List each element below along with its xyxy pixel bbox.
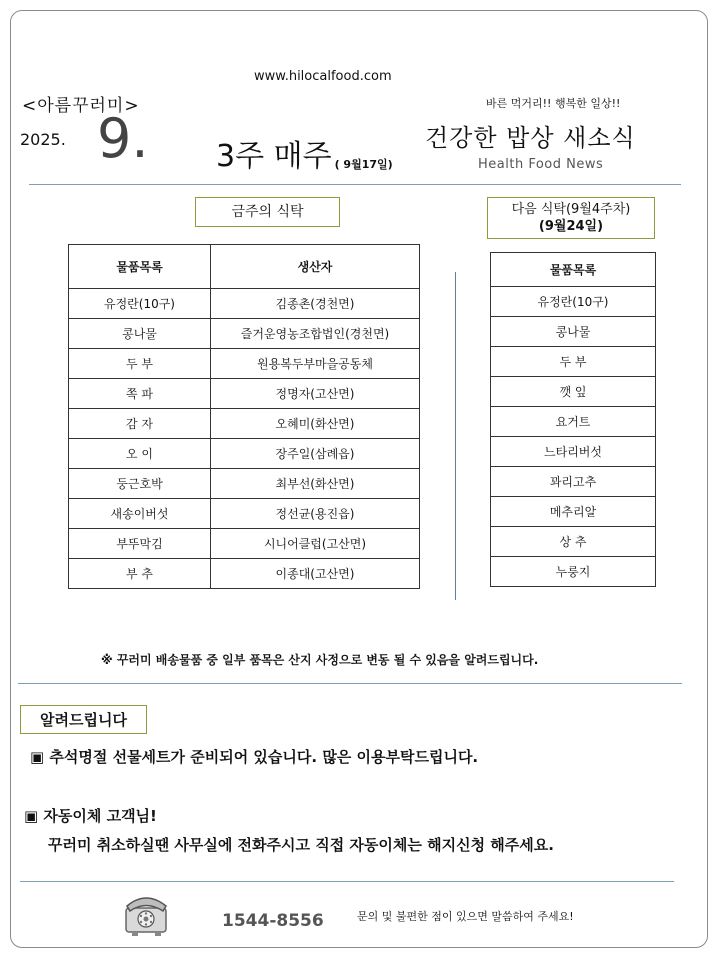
- notice-label: 알려드립니다: [20, 705, 147, 734]
- item-name-cell: 부 추: [69, 559, 211, 589]
- header-divider: [29, 184, 681, 185]
- item-name-cell: 유정란(10구): [491, 287, 656, 317]
- item-name-cell: 두 부: [69, 349, 211, 379]
- table-row: [69, 529, 420, 559]
- note-divider: [18, 683, 682, 684]
- item-name-cell: 요거트: [491, 407, 656, 437]
- item-name-cell: 상 추: [491, 527, 656, 557]
- producer-cell: 즐거운영농조합법인(경천면): [211, 319, 420, 349]
- item-name-cell: 메추리알: [491, 497, 656, 527]
- item-name-cell: 유정란(10구): [69, 289, 211, 319]
- newsletter-subtitle: Health Food News: [478, 157, 604, 172]
- footer-divider: [20, 881, 674, 882]
- change-notice: ※ 꾸러미 배송물품 중 일부 품목은 산지 사정으로 변동 될 수 있음을 알려드립니다.: [101, 653, 539, 667]
- next-week-label-line2: (9월24일): [538, 219, 604, 234]
- producer-cell: 오혜미(화산면): [211, 409, 420, 439]
- list-item: [491, 557, 656, 587]
- list-item: [491, 497, 656, 527]
- list-item: [491, 527, 656, 557]
- table-row: [69, 379, 420, 409]
- list-item: [491, 407, 656, 437]
- list-item: [491, 377, 656, 407]
- notice-item-gift-set: ▣ 추석명절 선물세트가 준비되어 있습니다. 많은 이용부탁드립니다.: [30, 748, 479, 766]
- table-row: [69, 439, 420, 469]
- item-name-cell: 꽈리고추: [491, 467, 656, 497]
- week-label: 3주 매주: [216, 139, 332, 174]
- this-week-label: 금주의 식탁: [195, 197, 340, 227]
- item-name-cell: 부뚜막김: [69, 529, 211, 559]
- table-row: [69, 349, 420, 379]
- table-row: [69, 559, 420, 589]
- table-row: [69, 289, 420, 319]
- list-item: [491, 467, 656, 497]
- table-row: [69, 409, 420, 439]
- telephone-icon: [123, 886, 170, 938]
- newsletter-title: 건강한 밥상 새소식: [425, 124, 636, 152]
- producer-cell: 정선균(용진읍): [211, 499, 420, 529]
- this-week-table: [68, 244, 420, 589]
- item-name-cell: 깻 잎: [491, 377, 656, 407]
- item-name-cell: 감 자: [69, 409, 211, 439]
- list-item: [491, 347, 656, 377]
- column-header-producer: 생산자: [211, 245, 420, 289]
- list-item: [491, 437, 656, 467]
- slogan: 바른 먹거리!! 행복한 일상!!: [486, 97, 621, 110]
- brand-name: <아름꾸러미>: [22, 96, 140, 116]
- producer-cell: 최부선(화산면): [211, 469, 420, 499]
- item-name-cell: 콩나물: [491, 317, 656, 347]
- item-name-cell: 콩나물: [69, 319, 211, 349]
- item-name-cell: 누룽지: [491, 557, 656, 587]
- item-name-cell: 쪽 파: [69, 379, 211, 409]
- next-week-label: [487, 197, 655, 239]
- item-name-cell: 두 부: [491, 347, 656, 377]
- notice-item-autopay-body: 꾸러미 취소하실땐 사무실에 전화주시고 직접 자동이체는 해지신청 해주세요.: [48, 836, 554, 854]
- column-header-item: 물품목록: [69, 245, 211, 289]
- producer-cell: 김종촌(경천면): [211, 289, 420, 319]
- table-header-row: [491, 253, 656, 287]
- producer-cell: 이종대(고산면): [211, 559, 420, 589]
- table-row: [69, 499, 420, 529]
- issue-month: 9.: [97, 107, 149, 170]
- footer-message: 문의 및 불편한 점이 있으면 말씀하여 주세요!: [357, 910, 574, 923]
- column-divider: [455, 272, 456, 600]
- item-name-cell: 오 이: [69, 439, 211, 469]
- producer-cell: 장주일(삼례읍): [211, 439, 420, 469]
- table-header-row: [69, 245, 420, 289]
- table-row: [69, 319, 420, 349]
- item-name-cell: 느타리버섯: [491, 437, 656, 467]
- notice-item-autopay-title: ▣ 자동이체 고객님!: [24, 807, 157, 825]
- issue-week: [216, 139, 393, 174]
- website-url[interactable]: www.hilocalfood.com: [254, 69, 392, 84]
- phone-number[interactable]: 1544-8556: [222, 911, 324, 931]
- list-item: [491, 287, 656, 317]
- item-name-cell: 둥근호박: [69, 469, 211, 499]
- table-row: [69, 469, 420, 499]
- producer-cell: 시니어클럽(고산면): [211, 529, 420, 559]
- next-week-label-line1: 다음 식탁(9월4주차): [511, 202, 631, 217]
- week-date: ( 9월17일): [334, 158, 393, 171]
- next-week-table: [490, 252, 656, 587]
- producer-cell: 원용복두부마을공동체: [211, 349, 420, 379]
- list-item: [491, 317, 656, 347]
- issue-year: 2025.: [20, 130, 66, 149]
- column-header-item: 물품목록: [491, 253, 656, 287]
- item-name-cell: 새송이버섯: [69, 499, 211, 529]
- producer-cell: 정명자(고산면): [211, 379, 420, 409]
